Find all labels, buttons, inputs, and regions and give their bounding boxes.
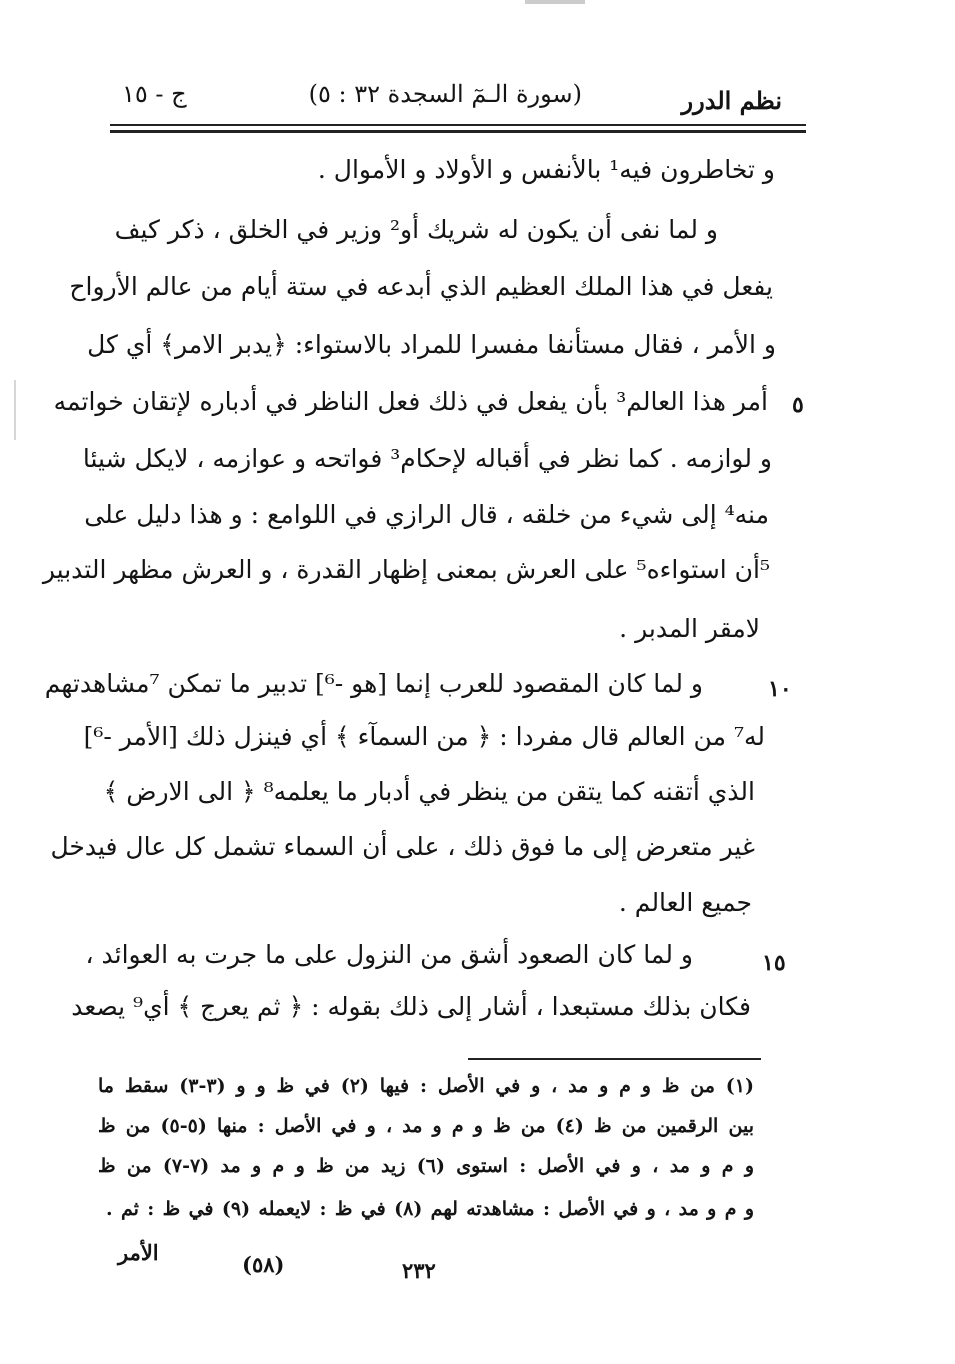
surah-reference: (سورة الـمٓ السجدة ٣٢ : ٥) (308, 80, 582, 108)
body-line-7: منه⁴ إلى شيء من خلقه ، قال الرازي في اللوامع : و هذا دليل على (84, 500, 769, 529)
footnote-line-2: بين الرقمين من ظ (٤) من ظ و م و مد ، و في الأصل : منها (٥-٥) من ظ (98, 1115, 754, 1137)
page-number: ٢٣٢ (402, 1258, 436, 1283)
line-number-5: ٥ (792, 392, 804, 418)
body-line-5: أمر هذا العالم³ بأن يفعل في ذلك فعل الناظر في أدباره لإتقان خواتمه (53, 387, 768, 416)
footnote-line-4: و م و مد ، و في الأصل : مشاهدته لهم (٨) في ظ : لايعمله (٩) في ظ : ثم . (106, 1198, 754, 1220)
sequence-number: (٥٨) (242, 1252, 285, 1277)
line-number-10: ١٠ (768, 676, 792, 702)
body-line-10: و لما كان المقصود للعرب إنما [هو -⁶] تدبير ما تمكن ⁷مشاهدتهم (44, 669, 703, 698)
line-number-15: ١٥ (762, 950, 786, 976)
footnote-line-3: و م و مد ، و في الأصل : استوى (٦) زيد من ظ و م و مد (٧-٧) من ظ (98, 1155, 754, 1177)
body-line-1: و تخاطرون فيه¹ بالأنفس و الأولاد و الأموال . (317, 155, 775, 184)
body-line-11: له⁷ من العالم قال مفردا : ﴿ من السمآء ﴾ أي فينزل ذلك [الأمر -⁶] (83, 722, 765, 751)
body-line-8: ⁵أن استواءه⁵ على العرش بمعنى إظهار القدرة ، و العرش مظهر التدبير (42, 555, 770, 584)
body-line-9: لامقر المدبر . (619, 614, 760, 643)
body-line-6: و لوازمه . كما نظر في أقباله لإحكام³ فواتحه و عوازمه ، لايكل شيئا (82, 444, 772, 473)
body-line-13: غير متعرض إلى ما فوق ذلك ، على أن السماء تشمل كل عال فيدخل (50, 832, 755, 861)
body-line-12: الذي أتقنه كما يتقن من ينظر في أدبار ما يعلمه⁸ ﴿ الى الارض ﴾ (103, 777, 755, 806)
book-title: نظم الدرر (681, 86, 782, 115)
body-line-4: و الأمر ، فقال مستأنفا مفسرا للمراد بالاستواء: ﴿يدبر الامر﴾ أي كل (87, 330, 776, 359)
part-reference: ج - ١٥ (122, 80, 187, 108)
footnote-rule (468, 1058, 761, 1060)
body-line-16: فكان بذلك مستبعدا ، أشار إلى ذلك بقوله : ﴿ ثم يعرج ﴾ أي⁹ يصعد (71, 992, 751, 1021)
body-line-3: يفعل في هذا الملك العظيم الذي أبدعه في ستة أيام من عالم الأرواح (69, 272, 773, 301)
body-line-15: و لما كان الصعود أشق من النزول على ما جرت به العوائد ، (85, 940, 693, 969)
footnote-line-1: (١) من ظ و م و مد ، و في الأصل : فيها (٢) في ظ و و (٣-٣) سقط ما (98, 1075, 754, 1097)
catchword: الأمر (118, 1240, 159, 1265)
body-line-2: و لما نفى أن يكون له شريك أو² وزير في الخلق ، ذكر كيف (114, 215, 718, 244)
body-line-14: جميع العالم . (618, 888, 752, 917)
